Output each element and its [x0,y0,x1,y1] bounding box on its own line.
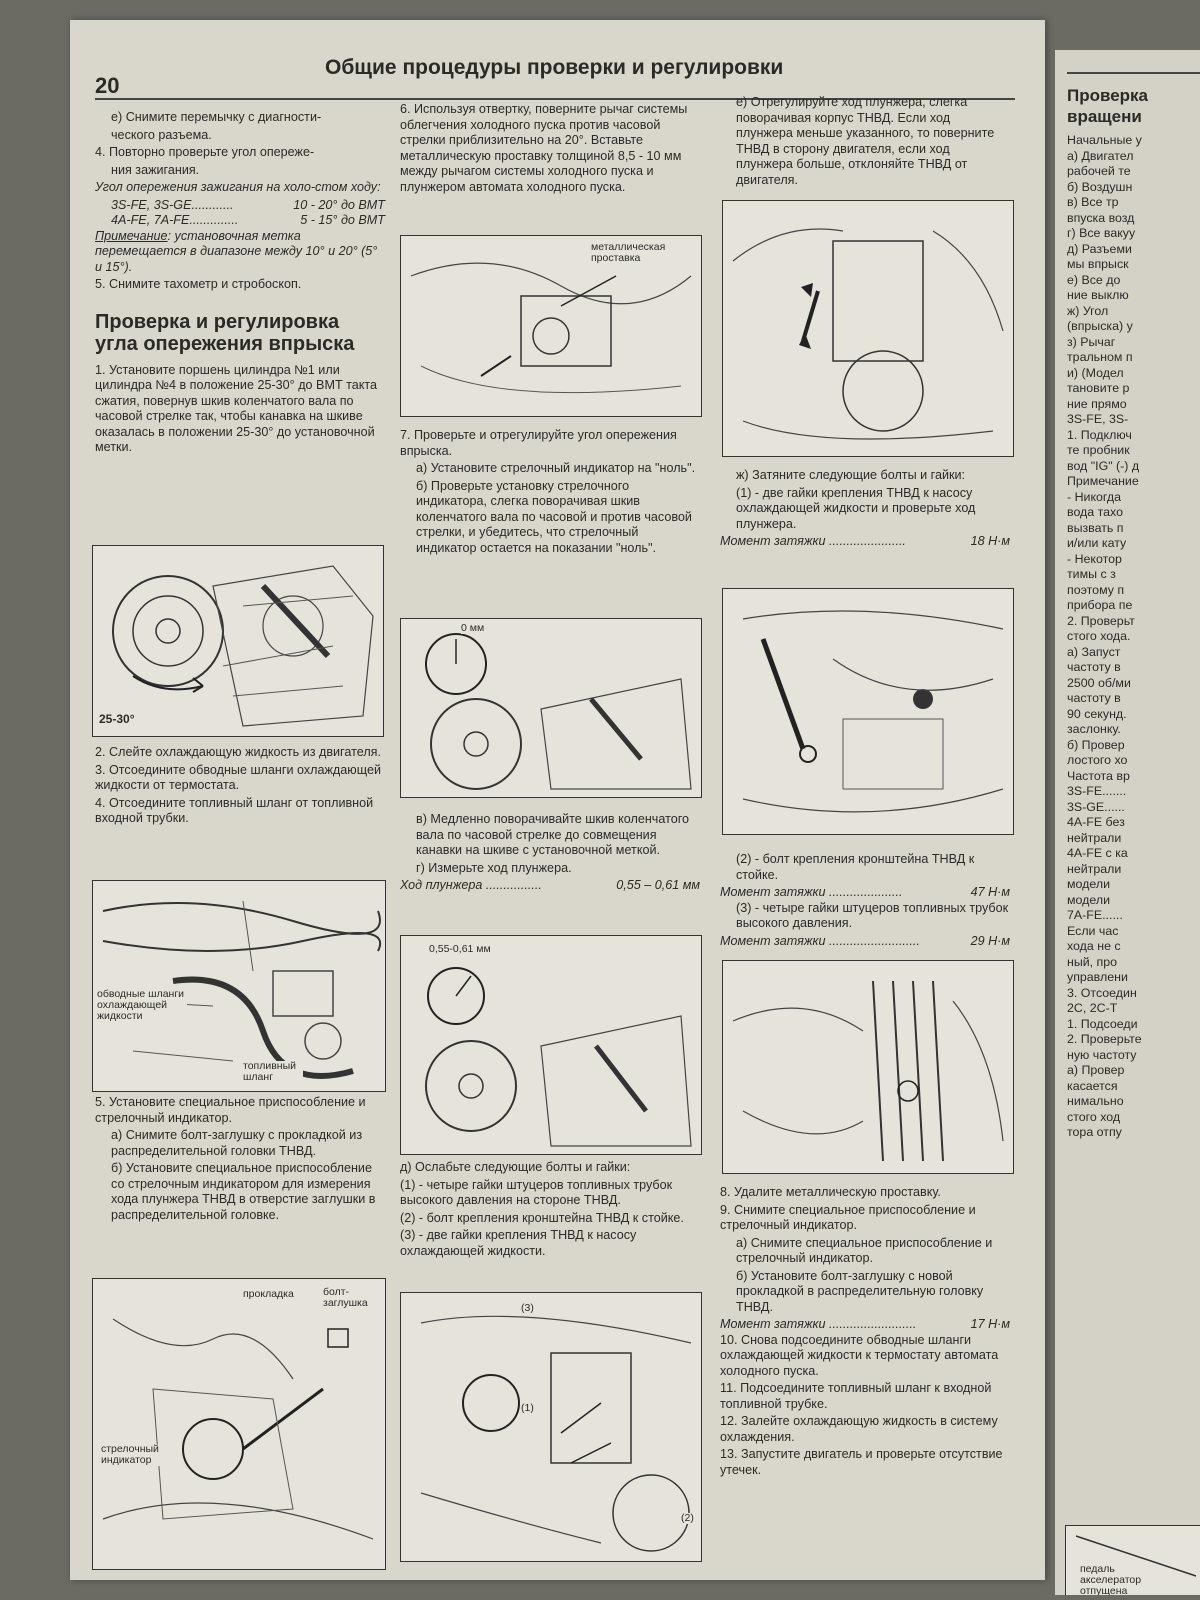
stroke-illustration [401,936,701,1154]
text-line: ния зажигания. [111,162,200,177]
step-text: д) Ослабьте следующие болты и гайки: [400,1160,631,1174]
adjacent-line: вод "IG" (-) д [1067,458,1140,473]
fuel-lines-illustration [723,961,1013,1173]
note-label: Примечание [95,228,168,243]
adjacent-figure [1065,1525,1200,1595]
step-text: (1) - четыре гайки штуцеров топливных трубок высокого давления на стороне ТНВД. [400,1177,673,1207]
column-1 [95,110,385,458]
heading-line: Проверка [1067,86,1149,105]
figure-dial-indicator [92,1278,386,1570]
adjacent-line: ную частоту [1067,1047,1137,1062]
page-number: 20 [95,73,120,98]
adjacent-line: Если час [1067,923,1119,938]
adjacent-line: Начальные у [1067,133,1142,147]
adjacent-line: 4A-FE без [1067,815,1125,829]
adjacent-line: 3. Отсоедин [1067,985,1137,1000]
step-text: 1. Установите поршень цилиндра №1 или цилиндра №4 в положение 25-30° до ВМТ такта сжатия, повернув шкив коленчатого вала по часовой стрелке так, чтобы канавка на шкиве оказалась в положении 25-30° до установочной метки. [95,362,378,454]
column-2-c [400,812,700,894]
spec-row [95,198,385,214]
adjacent-line: мы впрыск [1067,257,1129,271]
step-text: а) Установите стрелочный индикатор на "ноль". [416,461,696,475]
angle-label: 25-30° [99,712,135,726]
adjacent-line: частоту в [1067,691,1121,705]
adjacent-line: стого хода. [1067,629,1131,643]
figure-crankshaft-pulley [92,545,384,737]
step-text: 13. Запустите двигатель и проверьте отсутствие утечек. [720,1447,1003,1477]
adjacent-line: 3S-FE, 3S- [1067,412,1129,426]
adjacent-line: а) Двигател [1067,148,1134,163]
column-1-c [95,1095,385,1225]
step-text: 7. Проверьте и отрегулируйте угол опережения впрыска. [400,428,677,458]
indicator-label: стрелочный индикатор [101,1444,171,1466]
adjacent-line: и/или кату [1067,536,1127,550]
figure-indicator-zero [400,618,702,798]
step-text: (3) - две гайки крепления ТНВД к насосу охлаждающей жидкости. [400,1228,637,1258]
spec-label: Ход плунжера ................ [400,878,542,892]
step-text: б) Проверьте установку стрелочного индикатора, слегка поворачивая шкив коленчатого вала по часовой и против часовой стрелки, и убедитесь, что стрелочный индикатор остается на показании "ноль". [416,478,692,555]
adjacent-line: а) Провер [1067,1063,1125,1077]
book-page [70,20,1045,1580]
step-text: 3. Отсоедините обводные шланги охлаждающей жидкости от термостата. [95,762,381,792]
step-text: е) Отрегулируйте ход плунжера, слегка поворачивая корпус ТНВД. Если ход плунжера меньше указанного, то поверните ТНВД в сторону двигателя, если ход плунжера больше, отклоняйте ТНВД от двигателя. [736,95,995,187]
torque-value: 47 Н·м [970,885,1010,899]
text-line: е) Снимите перемычку с диагности- [111,110,322,124]
adjacent-line: тральном п [1067,350,1133,364]
step-text: б) Установите болт-заглушку с новой прокладкой в распределительную головку ТНВД. [736,1268,984,1314]
accelerator-label: акселератор [1080,1574,1142,1586]
adjacent-line: Частота вр [1067,768,1130,783]
figure-loosen-bolts [400,1292,702,1562]
step-text: (3) - четыре гайки штуцеров топливных трубок высокого давления. [736,900,1009,930]
text-line: ческого разъема. [111,127,212,142]
text-line: 4. Повторно проверьте угол опереже- [95,145,315,159]
marker-2: (2) [681,1512,694,1524]
adjacent-page-text [1067,85,1200,1141]
column-2 [400,102,700,197]
step-text: 11. Подсоедините топливный шланг к входной топливной трубке. [720,1381,992,1411]
adjacent-line: Примечание [1067,474,1139,488]
column-2-d [400,1160,700,1261]
step-text: 12. Залейте охлаждающую жидкость в систему охлаждения. [720,1414,998,1444]
adjacent-line: стого ход [1067,1109,1121,1124]
torque-row [720,1317,1010,1333]
step-text: 6. Используя отвертку, поверните рычаг системы облегчения холодного пуска против часовой стрелки приблизительно на 20°. Вставьте металлическую проставку толщиной 8,5 - 10 мм между рычагом системы холодного пуска и плунжером автомата холодного пуска. [400,102,688,194]
step-text: 10. Снова подсоедините обводные шланги охлаждающей жидкости к термостату автомата холодного пуска. [720,1332,999,1378]
adjacent-line: нейтрали [1067,861,1122,876]
adjacent-line: (впрыска) у [1067,319,1133,333]
step-text: г) Измерьте ход плунжера. [416,860,572,875]
adjacent-line: хода не с [1067,939,1121,953]
adjacent-line: модели [1067,877,1110,891]
step-text: (2) - болт крепления кронштейна ТНВД к стойке. [400,1210,684,1225]
adjacent-line: модели [1067,892,1110,907]
adjacent-line: лостого хо [1067,753,1128,767]
zero-illustration [401,619,701,797]
adjacent-line: нейтрали [1067,830,1122,845]
step-text: 8. Удалите металлическую проставку. [720,1185,941,1199]
adjacent-line: 7A-FE...... [1067,908,1123,922]
adjacent-page [1055,50,1200,1595]
column-3-b [720,468,1010,550]
step-text: ж) Затяните следующие болты и гайки: [736,468,966,482]
adjacent-line: е) Все до [1067,272,1121,287]
section-heading: Проверка и регулировка угла опережения впрыска [95,310,355,355]
figure-plunger-stroke [400,935,702,1155]
torque-value: 17 Н·м [970,1317,1010,1331]
adjacent-line: касается [1067,1078,1118,1093]
torque-label: Момент затяжки ...................... [720,534,906,548]
indicator-illustration [93,1279,385,1569]
spec-label: 3S-FE, 3S-GE............ [111,197,234,212]
adjacent-line: г) Все вакуу [1067,226,1136,240]
figure-fuel-lines [722,960,1014,1174]
step-text: б) Установите специальное приспособление со стрелочным индикатором для измерения хода плунжера ТНВД в отверстие заглушки в распределительной головке. [111,1161,376,1222]
figure-spacer [400,235,702,417]
adjacent-line: 2C, 2C-T [1067,1001,1118,1015]
adjacent-line: те пробник [1067,443,1130,457]
adjacent-line: заслонку. [1067,722,1121,736]
adjacent-line: 1. Подключ [1067,427,1132,442]
engine-illustration [93,546,383,736]
running-head [95,48,1015,100]
adjacent-line: 4A-FE с ка [1067,846,1128,860]
step-text: а) Снимите специальное приспособление и стрелочный индикатор. [736,1235,993,1265]
adjacent-line: поэтому п [1067,582,1125,597]
adjacent-lines [1067,133,1200,1141]
spec-value: 0,55 – 0,61 мм [616,878,700,892]
adjacent-line: 2. Проверьте [1067,1032,1142,1046]
adjacent-line: ж) Угол [1067,303,1109,318]
adjacent-line: б) Воздушн [1067,179,1133,194]
hoses-illustration [93,881,385,1091]
column-1-b [95,745,385,829]
adjacent-line: вызвать п [1067,520,1124,535]
adjacent-line: впуска возд [1067,210,1135,225]
adjacent-line: ние выклю [1067,288,1129,302]
plug-bolt-label: болт-заглушка [323,1287,383,1309]
step-text: 2. Слейте охлаждающую жидкость из двигателя. [95,745,381,759]
released-label: отпущена [1080,1585,1128,1595]
hoses-label: обводные шланги охлаждающей жидкости [97,989,187,1022]
step-text: 4. Отсоедините топливный шланг от топливной входной трубки. [95,795,374,825]
adjacent-line: и) (Модел [1067,365,1124,380]
adjacent-line: 3S-GE...... [1067,799,1125,814]
adjacent-line: - Некотор [1067,551,1122,566]
marker-3: (3) [521,1302,534,1314]
step-text: (1) - две гайки крепления ТНВД к насосу охлаждающей жидкости и проверьте ход плунжера. [736,485,976,531]
step-text: 5. Установите специальное приспособление и стрелочный индикатор. [95,1095,366,1125]
adjacent-line: вода тахо [1067,505,1123,519]
spec-label: 4A-FE, 7A-FE.............. [111,213,239,227]
adjacent-line: - Никогда [1067,489,1121,504]
column-2-b [400,428,700,558]
bracket-illustration [723,589,1013,834]
adjacent-line: в) Все тр [1067,195,1119,209]
adjacent-line: частоту в [1067,660,1121,674]
adjacent-line: 3S-FE....... [1067,784,1127,798]
adjacent-line: нимально [1067,1094,1124,1108]
figure-bracket-bolt [722,588,1014,835]
adjacent-line: з) Рычаг [1067,334,1116,349]
spacer-label: металлическая проставка [591,242,691,264]
adjacent-line: тора отпу [1067,1125,1122,1139]
spec-intro: Угол опережения зажигания на холо-стом ходу: [95,180,381,194]
torque-value: 29 Н·м [970,933,1010,948]
adjacent-line: ние прямо [1067,396,1127,411]
adjacent-line: тановите р [1067,381,1130,395]
stroke-label: 0,55-0,61 мм [429,943,491,955]
torque-row [720,885,1010,901]
adjacent-line: 2500 об/ми [1067,675,1131,690]
spec-row [400,878,700,894]
column-3-d [720,1185,1010,1480]
adjacent-line: 2. Проверьт [1067,613,1135,628]
column-3 [720,95,1010,190]
torque-label: Момент затяжки .......................... [720,933,920,948]
figure-pump-adjust [722,200,1014,457]
pump-illustration [723,201,1013,456]
adjacent-line: а) Запуст [1067,644,1121,659]
gasket-label: прокладка [243,1288,294,1300]
step-text: а) Снимите болт-заглушку с прокладкой из распределительной головки ТНВД. [111,1128,363,1158]
torque-label: Момент затяжки ......................... [720,1317,917,1331]
step-text: 5. Снимите тахометр и стробоскоп. [95,277,302,291]
step-text: 9. Снимите специальное приспособление и стрелочный индикатор. [720,1202,976,1232]
adjacent-line: рабочей те [1067,164,1131,178]
adjacent-line: б) Провер [1067,737,1125,752]
adjacent-heading [1067,85,1200,127]
adjacent-line: прибора пе [1067,598,1133,612]
note [95,229,385,276]
column-3-c [720,852,1010,949]
adjacent-line: тимы с з [1067,567,1116,581]
adjacent-line: ный, про [1067,954,1118,969]
heading-line: вращени [1067,107,1142,126]
marker-1: (1) [521,1402,534,1414]
adjacent-line: 90 секунд. [1067,706,1127,721]
torque-value: 18 Н·м [970,534,1010,548]
figure-coolant-hoses [92,880,386,1092]
zero-label: 0 мм [461,622,485,634]
torque-label: Момент затяжки ..................... [720,885,903,899]
adjacent-line: 1. Подсоеди [1067,1016,1138,1031]
torque-row [720,534,1010,550]
pedal-label: педаль [1080,1563,1115,1575]
spec-value: 10 - 20° до ВМТ [293,197,385,212]
note-text: : установочная метка перемещается в диапазоне между 10° и 20° (5° и 15°). [95,228,378,274]
adjacent-line: д) Разъеми [1067,241,1132,256]
spec-value: 5 - 15° до ВМТ [300,213,385,227]
rule [1067,72,1200,74]
adjacent-line: управлени [1067,970,1128,984]
page-title: Общие процедуры проверки и регулировки [325,56,784,79]
spec-row [95,213,385,229]
step-text: (2) - болт крепления кронштейна ТНВД к стойке. [736,852,975,882]
step-text: в) Медленно поворачивайте шкив коленчатого вала по часовой стрелке до совмещения канавки на шкиве с установочной меткой. [416,812,690,857]
bolts-illustration [401,1293,701,1561]
torque-row [720,934,1010,950]
fuel-hose-label: топливный шланг [243,1061,303,1083]
